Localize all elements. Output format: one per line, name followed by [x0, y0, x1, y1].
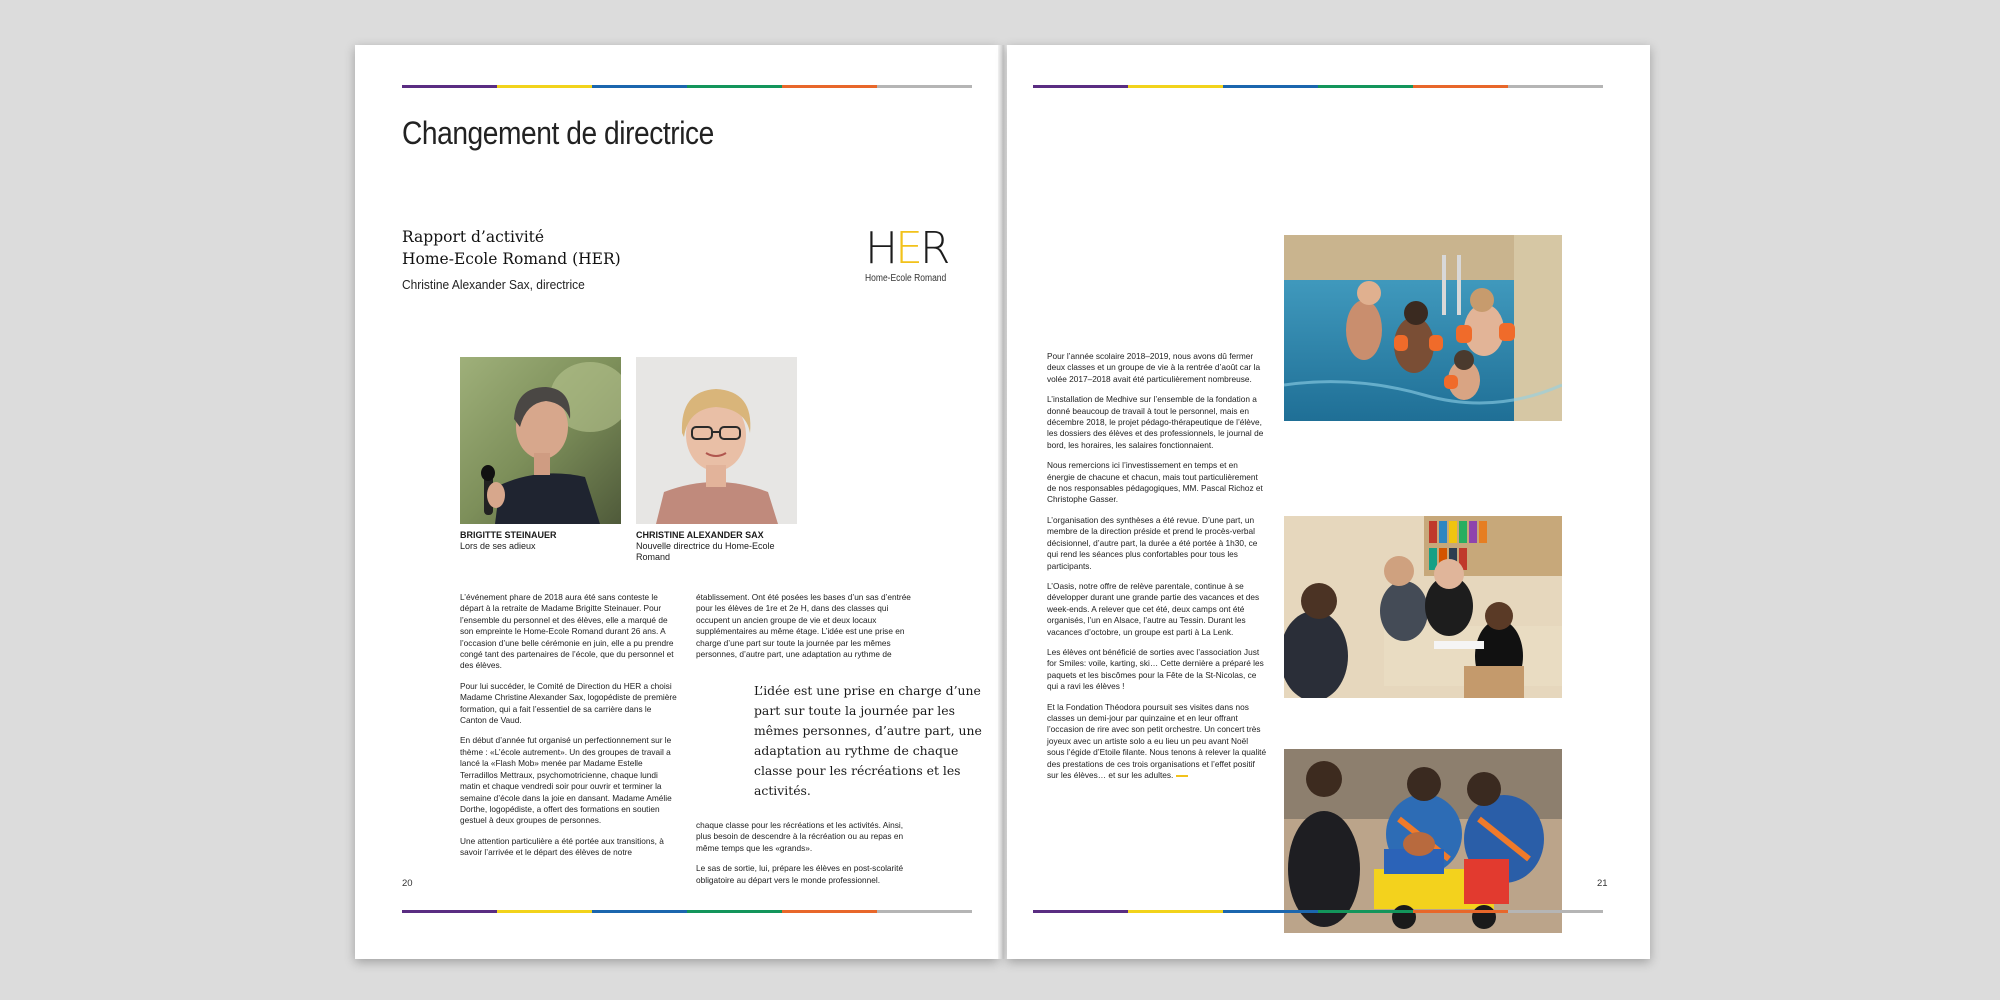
- rule-segment: [592, 85, 687, 88]
- rainbow-rule-bottom: [402, 910, 972, 913]
- body-paragraph: Les élèves ont bénéficié de sorties avec l’association Just for Smiles: voile, karting, ski… Cette dernière a préparé les paquets et les biscômes pour la Fête de la St-Nicolas, ce qui a ravi les élèves !: [1047, 646, 1264, 692]
- rainbow-rule-bottom: [1033, 910, 1603, 913]
- rule-segment: [1508, 910, 1603, 913]
- rule-segment: [1223, 910, 1318, 913]
- body-paragraph: [1047, 702, 1267, 782]
- body-paragraph: Nous remercions ici l’investissement en temps et en énergie de chacune et chacun, mais tout particulièrement de nos responsables pédagogiques, MM. Pascal Richoz et Christophe Gasser.: [1047, 460, 1263, 505]
- photo-caption: [460, 530, 630, 552]
- logo-letters: [865, 223, 965, 274]
- book-gutter: [998, 45, 1007, 959]
- logo-letter-r: R: [919, 223, 948, 274]
- photo-classroom: [1284, 516, 1562, 698]
- rule-segment: [1223, 85, 1318, 88]
- portrait-image: [460, 357, 621, 524]
- end-mark: [1176, 775, 1188, 777]
- rule-segment: [592, 910, 687, 913]
- caption-name: BRIGITTE STEINAUER: [460, 530, 557, 540]
- classroom-image: [1284, 516, 1562, 698]
- photo-swimming-pool: [1284, 235, 1562, 421]
- body-paragraph: L’Oasis, notre offre de relève parentale, continue à se développer durant une grande partie des vacances et des week-ends. A relever que cet été, deux camps ont été organisés, l’un en Alsace, l’autre au Tessin. Durant les vacances d’octobre, un groupe est parti à La Lenk.: [1047, 580, 1260, 637]
- body-paragraph-text: Et la Fondation Théodora poursuit ses visites dans nos classes un demi-jour par quinzaine et en leur offrant l’occasion de rire avec son petit orchestre. Un concert très joyeux avec un artiste solo a eu lieu un peu avant Noël sous l’égide d’Etoile filante. Nous tenons à relever la qualité des prestations de ces trois organisations et l’effet positif sur les élèves… et sur les adultes.: [1047, 701, 1267, 780]
- rule-segment: [1508, 85, 1603, 88]
- body-paragraph: L’événement phare de 2018 aura été sans conteste le départ à la retraite de Madame Brigitte Steinauer. Pour l’ensemble du personnel et des élèves, elle a marqué de son empreinte le Home-Ecole Romand durant 26 ans. A l’occasion d’une belle cérémonie en juin, elle a pu prendre congé tant des partenaires de l’école, que du personnel et des élèves.: [460, 592, 674, 671]
- caption-text: Nouvelle directrice du Home-Ecole Romand: [636, 541, 775, 562]
- report-author: Christine Alexander Sax, directrice: [402, 277, 585, 292]
- photo-brigitte-steinauer: [460, 357, 621, 524]
- rule-segment: [1413, 85, 1508, 88]
- body-paragraph: chaque classe pour les récréations et les activités. Ainsi, plus besoin de descendre à la récréation ou au repas en même temps que les «grands».: [696, 820, 904, 853]
- caption-text: Lors de ses adieux: [460, 541, 536, 551]
- page-number: 21: [1597, 878, 1608, 889]
- rule-segment: [1033, 85, 1128, 88]
- photo-caption: [636, 530, 806, 563]
- chapter-title: Changement de directrice: [402, 115, 714, 151]
- rule-segment: [497, 85, 592, 88]
- body-column-2-bottom: [696, 820, 916, 895]
- photo-outdoor-play: [1284, 749, 1562, 933]
- report-title-line: Home-Ecole Romand (HER): [402, 250, 621, 268]
- rule-segment: [782, 85, 877, 88]
- rule-segment: [687, 910, 782, 913]
- rule-segment: [687, 85, 782, 88]
- photo-christine-alexander-sax: [636, 357, 797, 524]
- body-paragraph: En début d’année fut organisé un perfectionnement sur le thème : «L’école autrement». Un des groupes de travail a lancé la «Flash Mob» menée par Madame Estelle Terradillos Mettraux, psychomotricienne, chaque lundi matin et chaque vendredi soir pour ouvrir et terminer la semaine d’école dans la joie en dansant. Madame Amélie Dorthe, logopédiste, a offert des formations en soutien gestuel à deux groupes de personnes.: [460, 735, 672, 826]
- body-column-right: [1047, 351, 1267, 790]
- logo-letter-h: H: [865, 223, 896, 274]
- rule-segment: [1128, 910, 1223, 913]
- body-column-1: [460, 592, 680, 868]
- rainbow-rule-top: [1033, 85, 1603, 88]
- rule-segment: [1033, 910, 1128, 913]
- logo-subtitle: Home-Ecole Romand: [865, 273, 947, 284]
- report-title: [402, 226, 621, 270]
- outdoor-image: [1284, 749, 1562, 933]
- rule-segment: [497, 910, 592, 913]
- rule-segment: [1318, 910, 1413, 913]
- body-paragraph: Pour lui succéder, le Comité de Direction du HER a choisi Madame Christine Alexander Sax, logopédiste de première formation, qui a fait l’essentiel de sa carrière dans le Canton de Vaud.: [460, 680, 677, 726]
- rule-segment: [402, 85, 497, 88]
- rule-segment: [1318, 85, 1413, 88]
- her-logo: [865, 223, 965, 293]
- rule-segment: [1413, 910, 1508, 913]
- logo-letter-e: E: [895, 223, 920, 274]
- rule-segment: [782, 910, 877, 913]
- body-paragraph: Une attention particulière a été portée aux transitions, à savoir l’arrivée et le départ des élèves de notre: [460, 835, 664, 858]
- right-page: [1007, 45, 1650, 959]
- rule-segment: [402, 910, 497, 913]
- rule-segment: [1128, 85, 1223, 88]
- rule-segment: [877, 910, 972, 913]
- pool-image: [1284, 235, 1562, 421]
- body-column-2-top: [696, 592, 916, 669]
- pull-quote: L’idée est une prise en charge d’une part sur toute la journée par les mêmes personnes, d’autre part, une adaptation au rythme de chaque classe pour les récréations et les activités.: [754, 683, 982, 798]
- body-paragraph: L’organisation des synthèses a été revue. D’une part, un membre de la direction préside et prend le procès-verbal décisionnel, d’autre part, la durée a été portée à 1h30, ce qui rend les séances plus confortables pour tous les participants.: [1047, 514, 1258, 571]
- page-number: 20: [402, 878, 413, 889]
- body-paragraph: établissement. Ont été posées les bases d’un sas d’entrée pour les élèves de 1re et 2e H, dans des classes qui occupent un ancien groupe de vie et deux locaux supplémentaires au même étage. L’idée est une prise en charge d’une part sur toute la journée par les mêmes personnes, d’autre part, une adaptation au rythme de: [696, 592, 911, 660]
- body-paragraph: Pour l’année scolaire 2018–2019, nous avons dû fermer deux classes et un groupe de vie à la rentrée d’août car la volée 2017–2018 avait été particulièrement nombreuse.: [1047, 351, 1261, 384]
- rule-segment: [877, 85, 972, 88]
- report-title-line: Rapport d’activité: [402, 228, 545, 246]
- portrait-image: [636, 357, 797, 524]
- rainbow-rule-top: [402, 85, 972, 88]
- body-paragraph: Le sas de sortie, lui, prépare les élèves en post-scolarité obligatoire au départ vers le monde professionnel.: [696, 863, 904, 885]
- caption-name: CHRISTINE ALEXANDER SAX: [636, 530, 764, 540]
- left-page: [355, 45, 998, 959]
- body-paragraph: L’installation de Medhive sur l’ensemble de la fondation a donné beaucoup de travail à tout le personnel, mais en décembre 2018, le projet pédago-thérapeutique de l’élève, les dossiers des élèves et des professionnels, le journal de bord, les horaires, les salaires fonctionnaient.: [1047, 394, 1264, 450]
